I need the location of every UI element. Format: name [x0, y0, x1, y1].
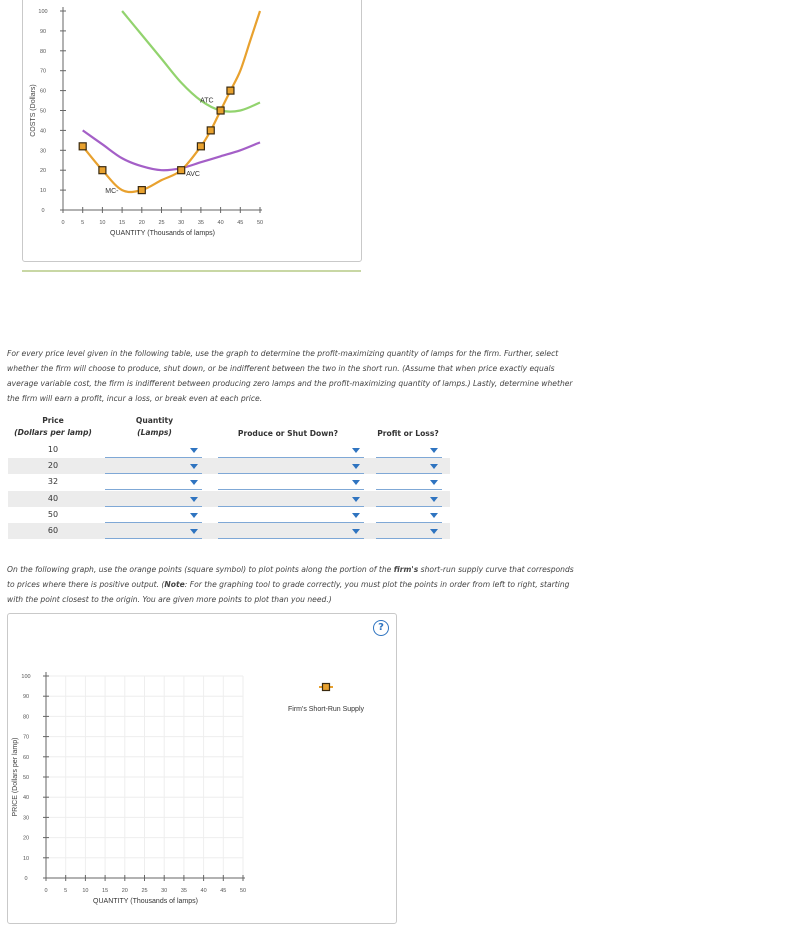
profit-dropdown[interactable]: [376, 524, 442, 539]
y-tick-label: 10: [39, 188, 47, 195]
price-cell: 10: [47, 445, 59, 454]
produce-dropdown[interactable]: [218, 459, 364, 474]
x-tick-label: 5: [81, 220, 85, 226]
profit-dropdown[interactable]: [376, 475, 442, 490]
avc-label: AVC: [186, 171, 200, 179]
profit-dropdown[interactable]: [376, 443, 442, 458]
x-tick-label: 40: [217, 220, 224, 226]
quantity-dropdown[interactable]: [105, 475, 202, 490]
profit-dropdown[interactable]: [376, 492, 442, 507]
x-tick-label: 20: [138, 220, 145, 226]
dropdown-arrow-icon: [430, 464, 438, 469]
produce-dropdown[interactable]: [218, 443, 364, 458]
profit-header: Profit or Loss?: [377, 429, 439, 438]
supply-instructions-part3: : For the graphing tool to grade correctly, you must plot the points in order from left to right, starting with the point closest to the origin. You are given more points to plot than you need.): [7, 580, 570, 604]
cost-graph: [23, 0, 361, 261]
section-divider: [22, 270, 361, 272]
dropdown-arrow-icon: [190, 513, 198, 518]
dropdown-arrow-icon: [430, 529, 438, 534]
y-tick-label: 40: [39, 128, 47, 135]
produce-dropdown[interactable]: [218, 475, 364, 490]
price-cell: 60: [47, 526, 59, 535]
mc-point: [207, 127, 214, 134]
legend-label: Firm's Short-Run Supply: [287, 706, 365, 713]
x-tick-label: 35: [197, 220, 204, 226]
x-tick-label: 5: [64, 888, 68, 894]
supply-instructions-part2: short-run supply curve that corresponds to prices where there is positive output. (: [7, 565, 574, 589]
price-header: [8, 415, 98, 439]
supply-instructions-bold1: firm's: [393, 565, 419, 574]
y-tick-label: 90: [22, 694, 30, 701]
y-tick-label: 80: [22, 714, 30, 721]
x-axis-label: QUANTITY (Thousands of lamps): [110, 230, 215, 237]
quantity-header-label: Quantity: [135, 416, 174, 425]
dropdown-arrow-icon: [352, 480, 360, 485]
y-tick-label: 70: [39, 68, 47, 75]
mc-curve: [83, 11, 260, 192]
dropdown-arrow-icon: [352, 448, 360, 453]
quantity-header: [112, 415, 197, 439]
x-tick-label: 15: [102, 888, 109, 894]
table-row: [8, 458, 450, 474]
mc-point: [79, 143, 86, 150]
profit-dropdown[interactable]: [376, 459, 442, 474]
y-axis-label: PRICE (Dollars per lamp): [12, 737, 19, 817]
table-row: [8, 523, 450, 539]
y-tick-label: 0: [24, 876, 28, 882]
dropdown-arrow-icon: [190, 464, 198, 469]
x-tick-label: 0: [44, 888, 48, 894]
y-tick-label: 70: [22, 734, 30, 741]
atc-curve: [122, 11, 260, 112]
supply-graph-panel: [7, 613, 397, 924]
table-row: [8, 491, 450, 507]
supply-instructions: [7, 562, 577, 607]
supply-instructions-part1: On the following graph, use the orange points (square symbol) to plot points along the portion of the: [7, 565, 394, 574]
mc-point: [138, 187, 145, 194]
x-tick-label: 25: [141, 888, 148, 894]
y-tick-label: 80: [39, 48, 47, 55]
dropdown-arrow-icon: [430, 448, 438, 453]
y-tick-label: 40: [22, 795, 30, 802]
y-tick-label: 30: [39, 148, 47, 155]
dropdown-arrow-icon: [430, 480, 438, 485]
produce-dropdown[interactable]: [218, 524, 364, 539]
price-cell: 20: [47, 461, 59, 471]
dropdown-arrow-icon: [430, 513, 438, 518]
quantity-dropdown[interactable]: [105, 524, 202, 539]
dropdown-arrow-icon: [190, 448, 198, 453]
dropdown-arrow-icon: [190, 529, 198, 534]
y-tick-label: 30: [22, 815, 30, 822]
quantity-dropdown[interactable]: [105, 508, 202, 523]
atc-label: ATC: [200, 97, 214, 105]
supply-graph[interactable]: [8, 614, 396, 923]
help-button[interactable]: ?: [373, 620, 389, 636]
price-header-unit: (Dollars per lamp): [14, 428, 92, 437]
y-tick-label: 50: [22, 775, 30, 781]
quantity-header-unit: (Lamps): [137, 428, 172, 437]
y-tick-label: 100: [21, 674, 31, 680]
x-axis-label: QUANTITY (Thousands of lamps): [93, 898, 198, 905]
price-header-label: Price: [42, 416, 64, 425]
y-tick-label: 0: [41, 208, 45, 214]
x-tick-label: 15: [119, 220, 126, 226]
dropdown-arrow-icon: [190, 480, 198, 485]
table-row: [8, 442, 450, 458]
y-tick-label: 10: [22, 855, 30, 862]
table-row: [8, 474, 450, 490]
x-tick-label: 25: [158, 220, 165, 226]
mc-point: [197, 143, 204, 150]
dropdown-arrow-icon: [352, 529, 360, 534]
y-tick-label: 60: [22, 754, 30, 761]
cost-graph-panel: [22, 0, 362, 262]
profit-dropdown[interactable]: [376, 508, 442, 523]
quantity-dropdown[interactable]: [105, 459, 202, 474]
y-tick-label: 100: [38, 9, 48, 15]
x-tick-label: 35: [180, 888, 187, 894]
x-tick-label: 0: [61, 220, 65, 226]
produce-header: Produce or Shut Down?: [237, 429, 339, 438]
x-tick-label: 30: [178, 220, 185, 226]
table-row: [8, 507, 450, 523]
mc-point: [217, 107, 224, 114]
avc-curve: [83, 130, 260, 170]
y-tick-label: 50: [39, 108, 47, 115]
supply-point-tool: [323, 684, 330, 691]
mc-label: MC-: [105, 188, 119, 196]
price-cell: 50: [47, 509, 59, 519]
y-tick-label: 20: [39, 168, 47, 175]
supply-instructions-bold2: Note: [164, 580, 185, 589]
dropdown-arrow-icon: [352, 513, 360, 518]
x-tick-label: 50: [256, 220, 264, 226]
y-axis-label: COSTS (Dollars): [30, 84, 37, 137]
dropdown-arrow-icon: [352, 464, 360, 469]
dropdown-arrow-icon: [352, 497, 360, 502]
mc-point: [178, 167, 185, 174]
dropdown-arrow-icon: [190, 497, 198, 502]
y-tick-label: 60: [39, 88, 47, 95]
price-cell: 40: [47, 493, 59, 503]
x-tick-label: 10: [82, 888, 89, 894]
produce-dropdown[interactable]: [218, 492, 364, 507]
y-tick-label: 20: [22, 835, 30, 842]
produce-dropdown[interactable]: [218, 508, 364, 523]
x-tick-label: 45: [237, 220, 244, 226]
x-tick-label: 45: [220, 888, 227, 894]
quantity-dropdown[interactable]: [105, 492, 202, 507]
x-tick-label: 40: [200, 888, 207, 894]
x-tick-label: 50: [239, 888, 247, 894]
mc-point: [99, 167, 106, 174]
mc-point: [227, 87, 234, 94]
y-tick-label: 90: [39, 28, 47, 35]
x-tick-label: 20: [121, 888, 128, 894]
table-instructions: For every price level given in the following table, use the graph to determine the profit-maximizing quantity of lamps for the firm. Further, select whether the firm will choose to produce, shut down, or be indifferent between the two in the short run. (Assume that when price exactly equals average variable cost, the firm is indifferent between producing zero lamps and the profit-maximizing quantity of lamps.) Lastly, determine whether the firm will earn a profit, incur a loss, or break even at each price.: [7, 349, 573, 403]
quantity-dropdown[interactable]: [105, 443, 202, 458]
dropdown-arrow-icon: [430, 497, 438, 502]
x-tick-label: 30: [161, 888, 168, 894]
x-tick-label: 10: [99, 220, 106, 226]
price-cell: 32: [47, 477, 59, 487]
